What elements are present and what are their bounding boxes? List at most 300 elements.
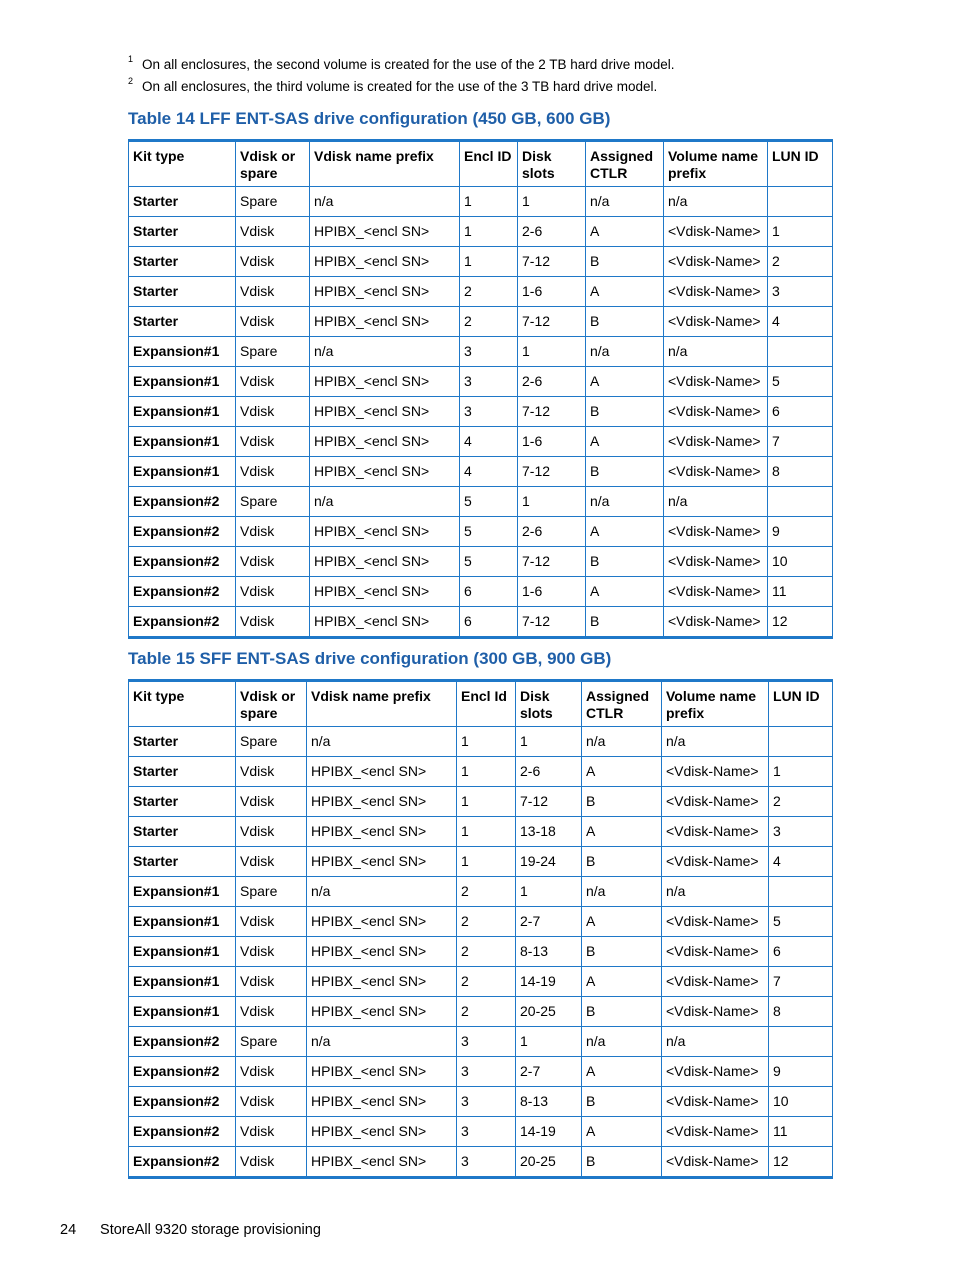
table-cell: 7-12: [518, 247, 586, 277]
table-row: [129, 1087, 833, 1117]
table-cell: n/a: [310, 337, 460, 367]
table-cell: HPIBX_<encl SN>: [307, 787, 457, 817]
table-cell: HPIBX_<encl SN>: [310, 547, 460, 577]
table-cell: Expansion#2: [129, 517, 236, 547]
table-cell: Expansion#2: [129, 577, 236, 607]
table-cell: 2: [460, 307, 518, 337]
table-header-row: [129, 141, 833, 187]
table-cell: 6: [460, 607, 518, 638]
table-cell: 14-19: [516, 1117, 582, 1147]
table-row: [129, 937, 833, 967]
table-cell: HPIBX_<encl SN>: [310, 397, 460, 427]
table-cell: 10: [769, 1087, 833, 1117]
table-cell: Vdisk: [236, 277, 310, 307]
table-cell: [769, 877, 833, 907]
table-cell: HPIBX_<encl SN>: [310, 517, 460, 547]
table-cell: 2: [457, 907, 516, 937]
footnote-text: On all enclosures, the second volume is created for the use of the 2 TB hard drive model.: [142, 57, 675, 72]
table-cell: Expansion#1: [129, 367, 236, 397]
table-cell: 6: [769, 937, 833, 967]
table-cell: Expansion#2: [129, 1027, 236, 1057]
table-cell: 7-12: [518, 457, 586, 487]
table-cell: Starter: [129, 217, 236, 247]
table-row: [129, 187, 833, 217]
table-cell: A: [582, 907, 662, 937]
table-cell: n/a: [310, 487, 460, 517]
table-cell: 1-6: [518, 427, 586, 457]
table-row: [129, 967, 833, 997]
table-row: [129, 817, 833, 847]
table-cell: <Vdisk-Name>: [664, 547, 768, 577]
table-cell: HPIBX_<encl SN>: [310, 307, 460, 337]
table-cell: HPIBX_<encl SN>: [307, 1087, 457, 1117]
table-cell: 2: [768, 247, 833, 277]
table-cell: Vdisk: [236, 787, 307, 817]
table-cell: Spare: [236, 487, 310, 517]
table-row: [129, 1117, 833, 1147]
table-cell: HPIBX_<encl SN>: [307, 967, 457, 997]
table-cell: Vdisk: [236, 367, 310, 397]
table-cell: HPIBX_<encl SN>: [307, 907, 457, 937]
table-cell: Expansion#1: [129, 937, 236, 967]
column-header: LUN ID: [768, 141, 833, 187]
page-footer: [60, 1222, 321, 1238]
table-row: [129, 367, 833, 397]
table-cell: B: [582, 937, 662, 967]
table-cell: B: [586, 607, 664, 638]
table-cell: B: [582, 997, 662, 1027]
footnotes: [128, 54, 828, 98]
table-cell: HPIBX_<encl SN>: [310, 577, 460, 607]
table-cell: B: [582, 787, 662, 817]
table-cell: 19-24: [516, 847, 582, 877]
table-cell: <Vdisk-Name>: [662, 1117, 769, 1147]
table-cell: Starter: [129, 757, 236, 787]
page-number: 24: [60, 1222, 77, 1238]
table-cell: <Vdisk-Name>: [664, 307, 768, 337]
table-cell: Expansion#1: [129, 907, 236, 937]
table-cell: n/a: [586, 337, 664, 367]
table-cell: <Vdisk-Name>: [662, 847, 769, 877]
column-header: Vdisk or spare: [236, 141, 310, 187]
table-cell: Expansion#1: [129, 967, 236, 997]
table-cell: 2-6: [518, 367, 586, 397]
table-cell: HPIBX_<encl SN>: [310, 247, 460, 277]
footnote-2: [128, 76, 828, 98]
table-cell: 4: [460, 457, 518, 487]
table-row: [129, 1057, 833, 1087]
table-cell: 7-12: [518, 547, 586, 577]
table-cell: Starter: [129, 307, 236, 337]
table-cell: <Vdisk-Name>: [662, 907, 769, 937]
table-cell: n/a: [310, 187, 460, 217]
table-cell: B: [586, 397, 664, 427]
table-cell: Spare: [236, 1027, 307, 1057]
table-row: [129, 457, 833, 487]
table-cell: HPIBX_<encl SN>: [310, 457, 460, 487]
table-cell: B: [586, 457, 664, 487]
table-cell: A: [586, 517, 664, 547]
table-cell: Starter: [129, 787, 236, 817]
table-cell: [769, 1027, 833, 1057]
table-row: [129, 1027, 833, 1057]
table-cell: A: [582, 817, 662, 847]
table-cell: Spare: [236, 727, 307, 757]
column-header: Encl ID: [460, 141, 518, 187]
table-cell: Vdisk: [236, 967, 307, 997]
table-row: [129, 337, 833, 367]
footnote-mark: 1: [128, 54, 134, 64]
table-cell: <Vdisk-Name>: [662, 757, 769, 787]
table-cell: <Vdisk-Name>: [662, 997, 769, 1027]
table-cell: <Vdisk-Name>: [664, 457, 768, 487]
table-cell: Vdisk: [236, 457, 310, 487]
column-header: Volume name prefix: [664, 141, 768, 187]
table-cell: 1: [457, 757, 516, 787]
table-cell: HPIBX_<encl SN>: [310, 427, 460, 457]
table-cell: Expansion#2: [129, 1057, 236, 1087]
table-cell: <Vdisk-Name>: [664, 367, 768, 397]
table-cell: 2-7: [516, 1057, 582, 1087]
table-cell: 2: [457, 937, 516, 967]
table-cell: 2: [457, 997, 516, 1027]
table-row: [129, 217, 833, 247]
table-cell: 1: [518, 187, 586, 217]
column-header: Disk slots: [516, 681, 582, 727]
table-cell: Vdisk: [236, 517, 310, 547]
table-15-sff-config: [128, 679, 833, 1179]
table-cell: [769, 727, 833, 757]
table-cell: <Vdisk-Name>: [662, 967, 769, 997]
table-cell: A: [582, 1117, 662, 1147]
table-cell: Vdisk: [236, 397, 310, 427]
table-cell: Expansion#1: [129, 877, 236, 907]
table-cell: A: [582, 757, 662, 787]
table-cell: Vdisk: [236, 217, 310, 247]
table-cell: B: [586, 247, 664, 277]
table-cell: 1: [460, 187, 518, 217]
table-cell: 6: [460, 577, 518, 607]
table-cell: <Vdisk-Name>: [664, 607, 768, 638]
table-cell: 5: [460, 517, 518, 547]
table-cell: 1: [518, 487, 586, 517]
table-row: [129, 907, 833, 937]
table-row: [129, 727, 833, 757]
table-cell: 2-6: [518, 217, 586, 247]
table-row: [129, 607, 833, 638]
column-header: Vdisk or spare: [236, 681, 307, 727]
table-cell: <Vdisk-Name>: [664, 517, 768, 547]
table-row: [129, 517, 833, 547]
table-cell: HPIBX_<encl SN>: [310, 367, 460, 397]
table-cell: <Vdisk-Name>: [662, 1087, 769, 1117]
table-cell: Starter: [129, 277, 236, 307]
table-cell: Vdisk: [236, 907, 307, 937]
table-cell: <Vdisk-Name>: [664, 247, 768, 277]
table-row: [129, 847, 833, 877]
table-cell: [768, 187, 833, 217]
table-cell: 3: [457, 1057, 516, 1087]
table-row: [129, 1147, 833, 1178]
table-cell: n/a: [662, 877, 769, 907]
table-cell: 4: [460, 427, 518, 457]
table-cell: 7: [769, 967, 833, 997]
table-cell: 3: [460, 337, 518, 367]
footnote-1: [128, 54, 828, 76]
table-cell: A: [586, 217, 664, 247]
table-cell: Vdisk: [236, 1087, 307, 1117]
table-cell: Expansion#2: [129, 607, 236, 638]
table-header-row: [129, 681, 833, 727]
table-cell: 2: [457, 877, 516, 907]
table-cell: Vdisk: [236, 607, 310, 638]
table-cell: n/a: [664, 187, 768, 217]
table-cell: [768, 487, 833, 517]
table-cell: 1-6: [518, 577, 586, 607]
table-cell: n/a: [582, 1027, 662, 1057]
table-cell: 2-6: [516, 757, 582, 787]
table-row: [129, 277, 833, 307]
table-cell: HPIBX_<encl SN>: [307, 817, 457, 847]
table-cell: <Vdisk-Name>: [664, 217, 768, 247]
table-cell: HPIBX_<encl SN>: [307, 937, 457, 967]
table-14-lff-config: [128, 139, 833, 639]
table-cell: Vdisk: [236, 847, 307, 877]
table-cell: 1-6: [518, 277, 586, 307]
table-cell: 3: [457, 1087, 516, 1117]
table-cell: 3: [457, 1147, 516, 1178]
table-cell: Spare: [236, 877, 307, 907]
column-header: Disk slots: [518, 141, 586, 187]
table-cell: 8: [768, 457, 833, 487]
table-row: [129, 547, 833, 577]
table-cell: HPIBX_<encl SN>: [307, 1057, 457, 1087]
table-cell: 1: [516, 727, 582, 757]
table-cell: <Vdisk-Name>: [662, 937, 769, 967]
table-cell: A: [586, 427, 664, 457]
table-cell: Expansion#1: [129, 337, 236, 367]
table-cell: <Vdisk-Name>: [662, 817, 769, 847]
table-cell: n/a: [582, 727, 662, 757]
table-cell: 7-12: [516, 787, 582, 817]
column-header: Volume name prefix: [662, 681, 769, 727]
table-cell: Starter: [129, 847, 236, 877]
table-cell: Expansion#2: [129, 1087, 236, 1117]
table-cell: Vdisk: [236, 247, 310, 277]
column-header: Assigned CTLR: [586, 141, 664, 187]
column-header: Encl Id: [457, 681, 516, 727]
table-cell: 1: [460, 217, 518, 247]
table-cell: 1: [518, 337, 586, 367]
table-cell: 2: [457, 967, 516, 997]
table-row: [129, 397, 833, 427]
table-cell: 5: [460, 487, 518, 517]
table-cell: Starter: [129, 247, 236, 277]
table-cell: 13-18: [516, 817, 582, 847]
table-cell: Expansion#1: [129, 427, 236, 457]
table-cell: 20-25: [516, 997, 582, 1027]
table-row: [129, 487, 833, 517]
table-cell: Vdisk: [236, 307, 310, 337]
column-header: Vdisk name prefix: [310, 141, 460, 187]
table-cell: Expansion#2: [129, 1147, 236, 1178]
table-cell: 5: [460, 547, 518, 577]
table-cell: B: [586, 307, 664, 337]
table-cell: 1: [516, 877, 582, 907]
footnote-text: On all enclosures, the third volume is created for the use of the 3 TB hard drive model.: [142, 79, 658, 94]
table-cell: n/a: [662, 1027, 769, 1057]
table-cell: 1: [457, 787, 516, 817]
table-cell: HPIBX_<encl SN>: [310, 217, 460, 247]
table-cell: 10: [768, 547, 833, 577]
table-cell: HPIBX_<encl SN>: [310, 607, 460, 638]
table-cell: Vdisk: [236, 547, 310, 577]
table-cell: 1: [769, 757, 833, 787]
table-cell: Spare: [236, 187, 310, 217]
table-cell: 3: [768, 277, 833, 307]
table-cell: B: [582, 1147, 662, 1178]
table-cell: HPIBX_<encl SN>: [310, 277, 460, 307]
footnote-mark: 2: [128, 76, 134, 86]
table-cell: 1: [457, 817, 516, 847]
table-cell: 14-19: [516, 967, 582, 997]
table-cell: 1: [457, 727, 516, 757]
table-row: [129, 997, 833, 1027]
table-row: [129, 757, 833, 787]
table-cell: Expansion#1: [129, 997, 236, 1027]
table-cell: 7-12: [518, 607, 586, 638]
table-cell: 4: [768, 307, 833, 337]
table-cell: 8-13: [516, 1087, 582, 1117]
table-cell: 9: [769, 1057, 833, 1087]
footer-section-title: StoreAll 9320 storage provisioning: [100, 1222, 321, 1238]
table-row: [129, 307, 833, 337]
table-cell: Vdisk: [236, 817, 307, 847]
table-cell: 2-7: [516, 907, 582, 937]
table-cell: n/a: [582, 877, 662, 907]
table-cell: HPIBX_<encl SN>: [307, 1147, 457, 1178]
table-cell: HPIBX_<encl SN>: [307, 847, 457, 877]
table-row: [129, 577, 833, 607]
table-cell: 3: [769, 817, 833, 847]
column-header: Kit type: [129, 141, 236, 187]
table-cell: n/a: [586, 187, 664, 217]
table-cell: A: [586, 367, 664, 397]
table-cell: Vdisk: [236, 997, 307, 1027]
table-cell: Expansion#1: [129, 457, 236, 487]
table-row: [129, 877, 833, 907]
table-cell: HPIBX_<encl SN>: [307, 997, 457, 1027]
table-cell: HPIBX_<encl SN>: [307, 1117, 457, 1147]
table-cell: <Vdisk-Name>: [664, 397, 768, 427]
table-cell: 3: [457, 1117, 516, 1147]
table-cell: n/a: [664, 487, 768, 517]
table-cell: Vdisk: [236, 1147, 307, 1178]
table-cell: <Vdisk-Name>: [662, 1147, 769, 1178]
table-cell: Expansion#2: [129, 487, 236, 517]
table-cell: A: [586, 577, 664, 607]
table-cell: Vdisk: [236, 757, 307, 787]
table-cell: 11: [768, 577, 833, 607]
table-cell: 12: [768, 607, 833, 638]
table-cell: 3: [457, 1027, 516, 1057]
table-cell: 2: [460, 277, 518, 307]
table-cell: 9: [768, 517, 833, 547]
table-cell: B: [582, 1087, 662, 1117]
table-cell: <Vdisk-Name>: [662, 1057, 769, 1087]
table-cell: n/a: [662, 727, 769, 757]
table-cell: n/a: [307, 727, 457, 757]
table-cell: Starter: [129, 817, 236, 847]
table-cell: <Vdisk-Name>: [664, 427, 768, 457]
table-cell: 7: [768, 427, 833, 457]
table-14-caption: Table 14 LFF ENT-SAS drive configuration (450 GB, 600 GB): [128, 109, 611, 128]
table-cell: 1: [460, 247, 518, 277]
column-header: LUN ID: [769, 681, 833, 727]
table-cell: 7-12: [518, 307, 586, 337]
table-cell: 2: [769, 787, 833, 817]
table-cell: A: [586, 277, 664, 307]
table-row: [129, 787, 833, 817]
table-cell: n/a: [307, 1027, 457, 1057]
table-cell: n/a: [307, 877, 457, 907]
table-cell: 5: [769, 907, 833, 937]
table-cell: Vdisk: [236, 427, 310, 457]
table-cell: Vdisk: [236, 937, 307, 967]
table-cell: <Vdisk-Name>: [662, 787, 769, 817]
table-15-caption: Table 15 SFF ENT-SAS drive configuration (300 GB, 900 GB): [128, 649, 612, 668]
table-cell: B: [586, 547, 664, 577]
table-cell: 12: [769, 1147, 833, 1178]
table-cell: 6: [768, 397, 833, 427]
column-header: Kit type: [129, 681, 236, 727]
table-row: [129, 247, 833, 277]
table-cell: 8-13: [516, 937, 582, 967]
table-row: [129, 427, 833, 457]
table-cell: Expansion#2: [129, 1117, 236, 1147]
table-cell: <Vdisk-Name>: [664, 577, 768, 607]
table-cell: Vdisk: [236, 1117, 307, 1147]
table-cell: <Vdisk-Name>: [664, 277, 768, 307]
column-header: Assigned CTLR: [582, 681, 662, 727]
table-cell: 1: [768, 217, 833, 247]
table-cell: 1: [516, 1027, 582, 1057]
table-cell: 3: [460, 397, 518, 427]
table-cell: HPIBX_<encl SN>: [307, 757, 457, 787]
table-cell: 5: [768, 367, 833, 397]
table-cell: 3: [460, 367, 518, 397]
table-cell: Vdisk: [236, 1057, 307, 1087]
table-cell: Starter: [129, 727, 236, 757]
table-cell: 8: [769, 997, 833, 1027]
table-cell: B: [582, 847, 662, 877]
table-cell: [768, 337, 833, 367]
table-cell: 1: [457, 847, 516, 877]
table-cell: n/a: [586, 487, 664, 517]
column-header: Vdisk name prefix: [307, 681, 457, 727]
table-cell: 7-12: [518, 397, 586, 427]
table-cell: Vdisk: [236, 577, 310, 607]
table-cell: A: [582, 1057, 662, 1087]
table-cell: Starter: [129, 187, 236, 217]
table-cell: A: [582, 967, 662, 997]
table-cell: Expansion#2: [129, 547, 236, 577]
table-cell: 20-25: [516, 1147, 582, 1178]
table-cell: 2-6: [518, 517, 586, 547]
table-cell: 4: [769, 847, 833, 877]
table-cell: Spare: [236, 337, 310, 367]
table-cell: n/a: [664, 337, 768, 367]
